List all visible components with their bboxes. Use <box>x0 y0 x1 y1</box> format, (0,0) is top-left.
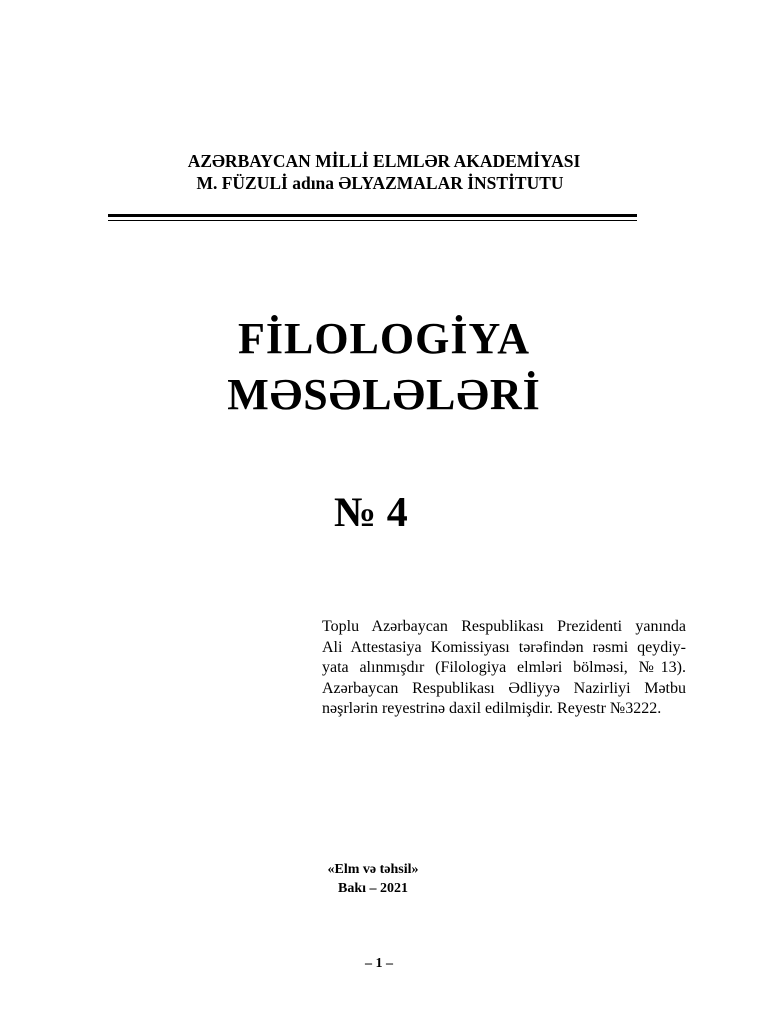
registration-note-line: Ali Attestasiya Komissiyası tərəfindən rəsmi qeydiy- <box>322 638 686 656</box>
journal-title-line-1: FİLOLOGİYA <box>237 314 530 363</box>
academy-name: AZƏRBAYCAN MİLLİ ELMLƏR AKADEMİYASI <box>187 151 581 171</box>
page-number: – 1 – <box>365 956 393 971</box>
registration-note-line: yata alınmışdır (Filologiya elmləri bölməsi, №13). <box>322 659 686 676</box>
institute-name: M. FÜZULİ adına ƏLYAZMALAR İNSTİTUTU <box>196 173 564 193</box>
header-divider-thick <box>108 214 637 217</box>
journal-title <box>0 311 768 423</box>
registration-note <box>322 617 686 720</box>
imprint <box>318 860 428 898</box>
place-year: Bakı – 2021 <box>337 881 408 896</box>
institution-header <box>0 150 768 194</box>
registration-note-line: nəşrlərin reyestrinə daxil edilmişdir. Reyestr №3222. <box>322 700 662 717</box>
journal-title-line-2: MƏSƏLƏLƏRİ <box>227 370 541 419</box>
issue-number: № 4 <box>334 490 408 536</box>
header-divider-thin <box>108 220 637 221</box>
publisher-name: «Elm və təhsil» <box>327 862 419 877</box>
registration-note-line: Toplu Azərbaycan Respublikası Prezidenti yanında <box>322 618 686 635</box>
registration-note-line: Azərbaycan Respublikası Ədliyyə Nazirliyi Mətbu <box>322 679 686 697</box>
